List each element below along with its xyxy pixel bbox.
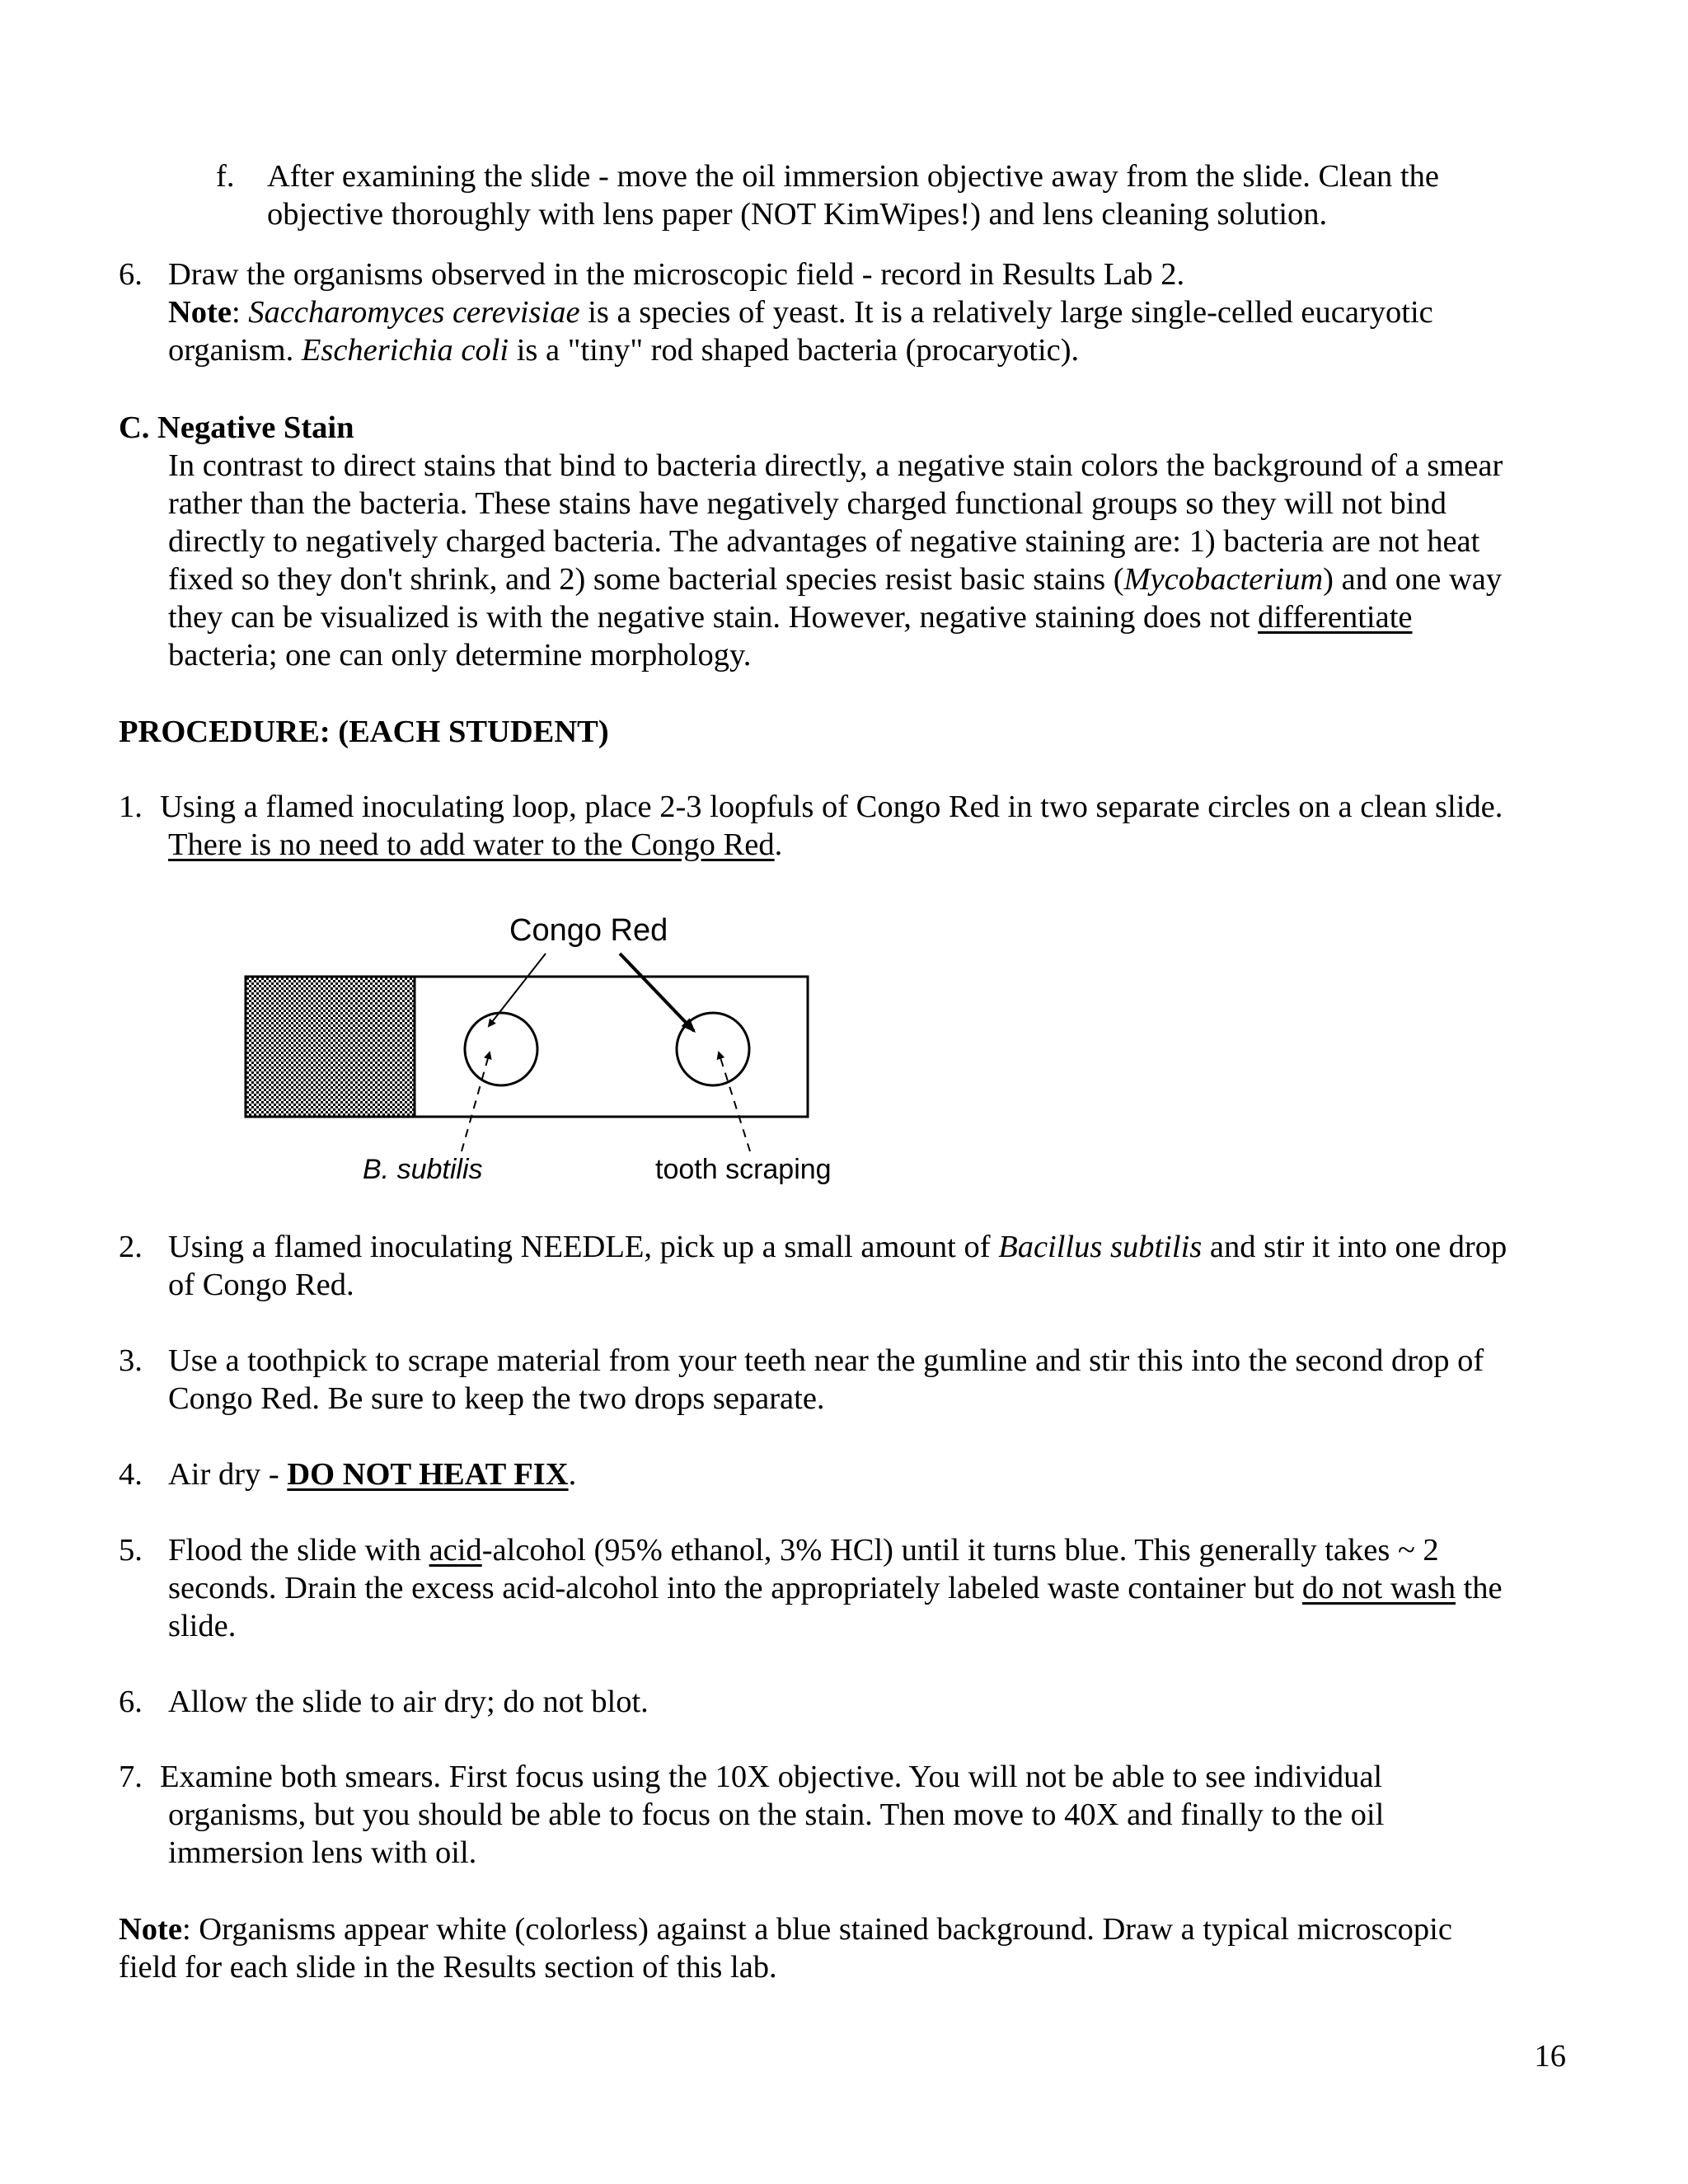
step-5: [119, 1531, 1578, 1645]
step-3-label: 3.: [119, 1343, 143, 1378]
section-c-p5: they can be visualized is with the negative stain. However, negative staining does not differentiate: [168, 600, 1413, 635]
step-6-draw-label: 6.: [119, 257, 143, 292]
section-c-p6: bacteria; one can only determine morphology.: [168, 638, 752, 673]
section-c-p4: fixed so they don't shrink, and 2) some bacterial species resist basic stains (Mycobacterium) and one way: [168, 562, 1503, 597]
final-note-line1: Note: Organisms appear white (colorless) against a blue stained background. Draw a typical microscopic: [119, 1912, 1452, 1947]
section-c-p1: In contrast to direct stains that bind to bacteria directly, a negative stain colors the background of a smear: [168, 448, 1503, 483]
do-not-heat-fix: DO NOT HEAT FIX: [287, 1457, 569, 1492]
arrow-to-left-drop: [489, 954, 546, 1026]
step-3-line1: Use a toothpick to scrape material from your teeth near the gumline and stir this into the second drop of: [168, 1343, 1484, 1378]
final-note: [119, 1910, 1578, 1986]
step-1-line1: Using a flamed inoculating loop, place 2-3 loopfuls of Congo Red in two separate circles on a clean slide.: [160, 790, 1503, 824]
section-c-p2: rather than the bacteria. These stains have negatively charged functional groups so they will not bind: [168, 486, 1447, 521]
step-3-line2: Congo Red. Be sure to keep the two drops separate.: [168, 1381, 825, 1416]
differentiate-underlined: differentiate: [1258, 600, 1413, 635]
arrow-to-right-drop: [620, 954, 694, 1031]
step-1-label: 1.: [119, 790, 143, 824]
diagram-title: Congo Red: [509, 913, 668, 948]
step-5-line3: slide.: [168, 1609, 237, 1643]
section-c-p3: directly to negatively charged bacteria. The advantages of negative staining are: 1) bacteria are not heat: [168, 524, 1480, 559]
step-4: [119, 1455, 1578, 1493]
step-f-label: f.: [216, 159, 235, 194]
step-4-label: 4.: [119, 1457, 143, 1492]
step-f-line2: objective thoroughly with lens paper (NOT KimWipes!) and lens cleaning solution.: [267, 197, 1328, 232]
step-2-line1: Using a flamed inoculating NEEDLE, pick up a small amount of Bacillus subtilis and stir it into one drop: [168, 1230, 1507, 1264]
step-2-label: 2.: [119, 1230, 143, 1264]
step-1-line2: There is no need to add water to the Congo Red.: [168, 827, 783, 862]
step-5-line2: seconds. Drain the excess acid-alcohol into the appropriately labeled waste container but do not wash the: [168, 1571, 1503, 1605]
step-6-line1: Allow the slide to air dry; do not blot.: [168, 1685, 649, 1719]
step-3: [119, 1342, 1578, 1418]
step-f-line1: After examining the slide - move the oil immersion objective away from the slide. Clean the: [267, 159, 1439, 194]
slide-diagram: [239, 911, 890, 1199]
bacillus-subtilis: Bacillus subtilis: [998, 1230, 1203, 1264]
step-6: [119, 1683, 1578, 1721]
step-7-label: 7.: [119, 1760, 143, 1794]
step-5-label: 5.: [119, 1533, 143, 1568]
step-6-note-line2: organism. Escherichia coli is a "tiny" rod shaped bacteria (procaryotic).: [168, 333, 1080, 368]
step-2: [119, 1228, 1578, 1304]
drop-left: [465, 1013, 537, 1085]
step-1: [119, 788, 1578, 864]
note-label: Note: [168, 295, 232, 330]
final-note-line2: field for each slide in the Results section of this lab.: [119, 1950, 777, 1985]
slide-frosted-end: [246, 977, 415, 1117]
step-4-line1: Air dry - DO NOT HEAT FIX.: [168, 1457, 577, 1492]
label-tooth-scraping: tooth scraping: [655, 1154, 832, 1185]
step-f: [216, 157, 1576, 233]
step-7-line3: immersion lens with oil.: [168, 1835, 477, 1870]
species-yeast: Saccharomyces cerevisiae: [248, 295, 580, 330]
step-6-draw-line1: Draw the organisms observed in the microscopic field - record in Results Lab 2.: [168, 257, 1185, 292]
procedure-heading: PROCEDURE: (EACH STUDENT): [119, 715, 609, 749]
section-c-heading: C. Negative Stain: [119, 410, 354, 445]
step-6-draw: [119, 255, 1569, 369]
step-5-line1: Flood the slide with acid-alcohol (95% ethanol, 3% HCl) until it turns blue. This generally takes ~ 2: [168, 1533, 1439, 1568]
species-ecoli: Escherichia coli: [301, 333, 509, 368]
step-7: [119, 1758, 1578, 1872]
dashed-arrow-left: [462, 1052, 490, 1151]
page-number: 16: [1534, 2039, 1566, 2074]
mycobacterium: Mycobacterium: [1123, 562, 1324, 597]
step-6-label: 6.: [119, 1685, 143, 1719]
step-7-line2: organisms, but you should be able to focus on the stain. Then move to 40X and finally to the oil: [168, 1797, 1385, 1832]
label-b-subtilis: B. subtilis: [363, 1154, 483, 1185]
section-c: [119, 409, 1569, 674]
step-2-line2: of Congo Red.: [168, 1268, 354, 1302]
step-7-line1: Examine both smears. First focus using the 10X objective. You will not be able to see individual: [160, 1760, 1383, 1794]
step-6-note-line: Note: Saccharomyces cerevisiae is a species of yeast. It is a relatively large single-celled eucaryotic: [168, 295, 1433, 330]
